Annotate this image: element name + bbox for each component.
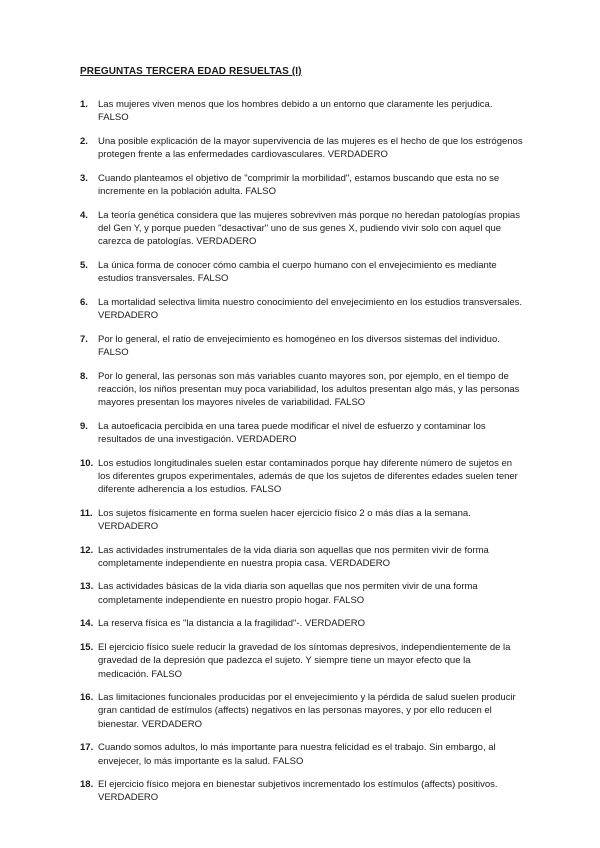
question-text: La única forma de conocer cómo cambia el cuerpo humano con el envejecimiento es mediante estudios transversales. FALSO	[98, 259, 497, 285]
question-item	[80, 507, 523, 533]
question-number: 9.	[80, 420, 88, 432]
question-text: Las actividades instrumentales de la vida diaria son aquellas que nos permiten vivir de forma completamente independiente en nuestra propia casa. VERDADERO	[98, 544, 489, 569]
question-text: La reserva física es "la distancia a la fragilidad"-. VERDADERO	[98, 618, 366, 630]
question-item	[80, 172, 523, 198]
question-text: Las mujeres viven menos que los hombres debido a un entorno que claramente les perjudica. FALSO	[98, 99, 493, 124]
question-text: Las limitaciones funcionales producidas por el envejecimiento y la pérdida de salud suelen producir gran cantidad de estímulos (affects) negativos en las personas mayores, y por ello reducen el bienestar. VERDADERO	[98, 692, 516, 730]
question-number: 14.	[80, 618, 94, 630]
question-number: 15.	[80, 642, 94, 654]
question-text: Las actividades básicas de la vida diaria son aquellas que nos permiten vivir de una forma completamente independiente en nuestro propio hogar. FALSO	[98, 581, 478, 606]
question-text: La mortalidad selectiva limita nuestro conocimiento del envejecimiento en los estudios transversales. VERDADERO	[98, 296, 523, 321]
question-text: El ejercicio físico suele reducir la gravedad de los síntomas depresivos, independientemente de la gravedad de la depresión que padezca el sujeto. Y siempre tiene un mayor efecto que la medicación. FALSO	[98, 642, 511, 680]
question-item	[80, 457, 523, 497]
question-number: 5.	[80, 259, 88, 271]
question-text: Los estudios longitudinales suelen estar contaminados porque hay diferente número de sujetos en los diferentes grupos experimentales, además de que los sujetos de diferentes edades suelen tener diferente adherencia a los estudios. FALSO	[98, 457, 518, 495]
question-number: 17.	[80, 742, 94, 754]
question-item	[80, 209, 523, 249]
question-number: 1.	[80, 99, 88, 110]
question-number: 11.	[80, 507, 93, 519]
question-item	[80, 641, 523, 681]
question-text: La teoría genética considera que las mujeres sobreviven más porque no heredan patologías propias del Gen Y, y porque pueden "desactivar" uno de sus genes X, pudiendo vivir solo con aquel que carezca de patologías. VERDADERO	[98, 209, 520, 248]
question-item	[80, 544, 523, 570]
question-item	[80, 691, 523, 731]
question-item	[80, 370, 523, 410]
question-text: Cuando planteamos el objetivo de "comprimir la morbilidad", estamos buscando que esta no se incremente en la población adulta. FALSO	[98, 172, 500, 198]
question-item	[80, 420, 523, 446]
question-text: Una posible explicación de la mayor supervivencia de las mujeres es el hecho de que los estrógenos protegen frente a las enfermedades cardiovasculares. VERDADERO	[98, 135, 523, 161]
question-item	[80, 296, 523, 322]
question-number: 7.	[80, 333, 88, 345]
question-item	[80, 741, 523, 767]
question-number: 16.	[80, 692, 94, 704]
question-item	[80, 580, 523, 606]
question-item	[80, 617, 523, 630]
question-item	[80, 778, 523, 804]
page-title: PREGUNTAS TERCERA EDAD RESUELTAS (I)	[80, 66, 302, 77]
question-number: 18.	[80, 779, 94, 791]
question-number: 2.	[80, 135, 88, 147]
question-text: Los sujetos físicamente en forma suelen hacer ejercicio físico 2 o más días a la semana. VERDADERO	[98, 507, 471, 532]
question-number: 8.	[80, 370, 88, 382]
question-text: Por lo general, el ratio de envejecimiento es homogéneo en los diversos sistemas del individuo. FALSO	[98, 333, 500, 358]
question-text: El ejercicio físico mejora en bienestar subjetivos incrementado los estímulos (affects) positivos. VERDADERO	[98, 779, 498, 804]
question-number: 6.	[80, 296, 88, 308]
question-text: Por lo general, las personas son más variables cuanto mayores son, por ejemplo, en el tiempo de reacción, los niños presentan muy poca variabilidad, los adultos presentan algo más, y las personas mayores presentan los mayores niveles de variabilidad. FALSO	[98, 370, 520, 408]
question-number: 12.	[80, 544, 94, 556]
question-item	[80, 333, 523, 359]
question-text: La autoeficacia percibida en una tarea puede modificar el nivel de esfuerzo y contaminar los resultados de una investigación. VERDADERO	[98, 420, 486, 445]
question-number: 4.	[80, 209, 88, 221]
question-item	[80, 135, 523, 161]
question-item	[80, 98, 523, 124]
question-number: 13.	[80, 581, 94, 593]
question-number: 3.	[80, 172, 88, 184]
question-number: 10.	[80, 457, 94, 469]
question-item	[80, 259, 523, 285]
question-list	[80, 98, 523, 805]
question-text: Cuando somos adultos, lo más importante para nuestra felicidad es el trabajo. Sin embargo, al envejecer, lo más importante es la salud. FALSO	[98, 742, 496, 767]
